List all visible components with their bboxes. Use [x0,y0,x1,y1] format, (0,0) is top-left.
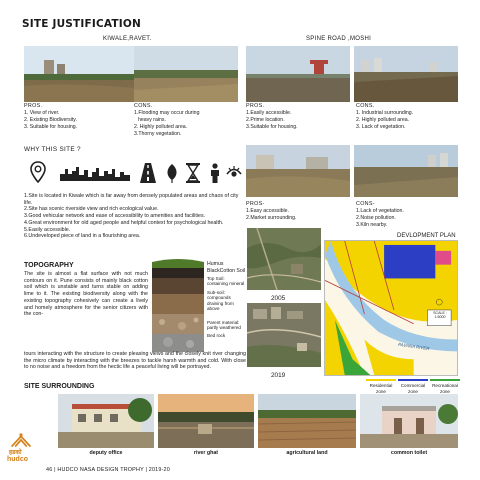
soil-profile-diagram [152,256,204,352]
right-pros-title: PROS- [246,201,265,207]
right-pro-item: 1.Easy accessible. [246,208,289,214]
satellite-map-2019 [247,303,321,367]
right-cons [356,201,404,229]
satellite-map-2005 [247,228,321,290]
moshi-cons [356,103,413,131]
kiwale-pro-item: 1. View of river. [24,110,60,116]
soil-label-top-soil: Top Soil: containing mineral [207,276,245,287]
kiwale-pro-item: 2. Existing Biodiversity. [24,117,77,123]
soil-label-bed-rock: Bed rock [207,333,226,338]
kiwale-con-item: 3.Thorny vegetation. [134,131,182,137]
soil-label-parent-material: Parent material: partly weathered [207,320,241,331]
surrounding-title: SITE SURROUNDING [24,383,95,390]
site-photo-kiwale-2 [134,46,238,102]
road-icon [140,163,156,183]
surrounding-photo-common-toilet [360,394,458,448]
kiwale-cons-title: CONS. [134,103,153,109]
right-cons-title: CONS- [356,201,375,207]
moshi-cons-title: CONS. [356,103,375,109]
footer-text: 46 | HUDCO NASA DESIGN TROPHY | 2019-20 [46,467,170,473]
logo-text: hudco [7,456,28,463]
kiwale-pro-item: 3. Suitable for housing. [24,124,78,130]
soil-label-humus: Humus [207,261,224,267]
why-point: 2.Site has scenic riverside view and rich ecological value. [24,206,159,213]
why-point: 6.Undeveloped piece of land in a flourishing area. [24,233,141,240]
why-point: 4.Great environment for old aged people and helpful context for psychological health. [24,219,224,226]
kiwale-con-item: heavy rains. [138,117,166,123]
site-photo-moshi-1 [246,46,350,102]
surrounding-photo-agricultural-land [258,394,356,448]
legend-swatch-residential [366,379,396,381]
people-icon [208,163,222,183]
moshi-pro-item: 3.Suitable for housing. [246,124,298,130]
right-con-item: 2.Noise pollution. [356,215,396,221]
river-label: PAVANA RIVER [397,341,430,352]
moshi-pro-item: 1.Easily accessible. [246,110,292,116]
site-photo-3 [246,145,350,197]
map-year-2019: 2019 [271,372,286,379]
why-title: WHY THIS SITE ? [24,146,81,153]
caption-river-ghat: river ghat [193,450,219,456]
moshi-pros [246,103,298,131]
kiwale-pros [24,103,77,131]
why-point: 5.Easily accessible. [24,226,71,233]
map-year-2005: 2005 [271,295,286,302]
site-photo-kiwale-1 [24,46,134,102]
moshi-pro-item: 2.Prime location. [246,117,285,123]
plan-scale-box: SCALE : 1:5000 [433,311,447,319]
legend-commercial: Commercial zone [400,383,426,394]
moshi-con-item: 1. Industrial surrounding. [356,110,414,116]
caption-common-toilet: common toilet [390,450,428,456]
topography-title: TOPOGRAPHY [24,262,74,269]
logo-hindi-text: हडको [9,450,22,456]
location-kiwale: KIWALE,RAVET. [103,36,152,42]
moshi-pros-title: PROS. [246,103,265,109]
why-points [24,193,242,240]
skyline-icon [60,165,130,181]
hourglass-icon [186,163,200,183]
hudco-logo-icon [10,432,32,448]
soil-label-sub-soil: Sub-soil: compounds draining from above [207,290,234,312]
eye-icon [226,165,242,181]
topography-text-1: The site is almost a flat surface with not much contours on it. Pune consists of mainly black cotton soil which is unstable and turns stable on adding lime to it. The existing biodiversity along with the existing topography cohesively can create a lively and homely atmosphere for the senior citizers with the con- [24,271,148,318]
development-plan-title: DEVLOPMENT PLAN [397,233,456,239]
why-icons-row [30,161,240,189]
location-moshi: SPINE ROAD ,MOSHI [306,36,372,42]
leaf-icon [164,163,180,183]
caption-agricultural-land: agricultural land [286,450,328,456]
moshi-con-item: 3. Lack of vegetation. [356,124,406,130]
development-plan-map [324,240,458,376]
moshi-con-item: 2. Highly polluted area. [356,117,410,123]
legend-swatch-commercial [398,379,428,381]
legend-residential: Residential zone [369,383,393,394]
right-con-item: 3.Kiln nearby. [356,222,388,228]
kiwale-cons [134,103,199,138]
right-con-item: 1.Lack of vegetation. [356,208,404,214]
topography-text-2: tours interacting with the structure to create pleasing views and the closely knit river changing the micro climate by interacting with the breezes to tackle harsh warmth and cold. With close to no noise and a freedom from the hectic life a peaceful living will be portrayed. [24,351,246,371]
hudco-logo [6,432,36,472]
location-pin-icon [30,161,46,183]
site-photo-moshi-2 [354,46,458,102]
surrounding-photo-deputy-office [58,394,154,448]
why-point: 3.Good vehicular network and ease of accessibility to amenities and facilities. [24,213,206,220]
caption-deputy-office: deputy office [89,450,123,456]
right-pros [246,201,296,222]
legend-swatch-recreational [430,379,460,381]
kiwale-con-item: 2. Highly polluted area. [134,124,188,130]
legend-recreational: Recreational zone [432,383,458,394]
soil-label-black-cotton: BlackCotton Soil [207,268,246,274]
site-photo-4 [354,145,458,197]
kiwale-pros-title: PROS. [24,103,43,109]
kiwale-con-item: 1.Flooding may occur during [134,110,200,116]
why-point: 1.Site is located in Kiwale which is far away from densely populated areas and chaos of city life. [24,193,239,206]
surrounding-photo-river-ghat [158,394,254,448]
right-pro-item: 2.Market surrounding. [246,215,297,221]
page-title: SITE JUSTIFICATION [22,18,142,30]
